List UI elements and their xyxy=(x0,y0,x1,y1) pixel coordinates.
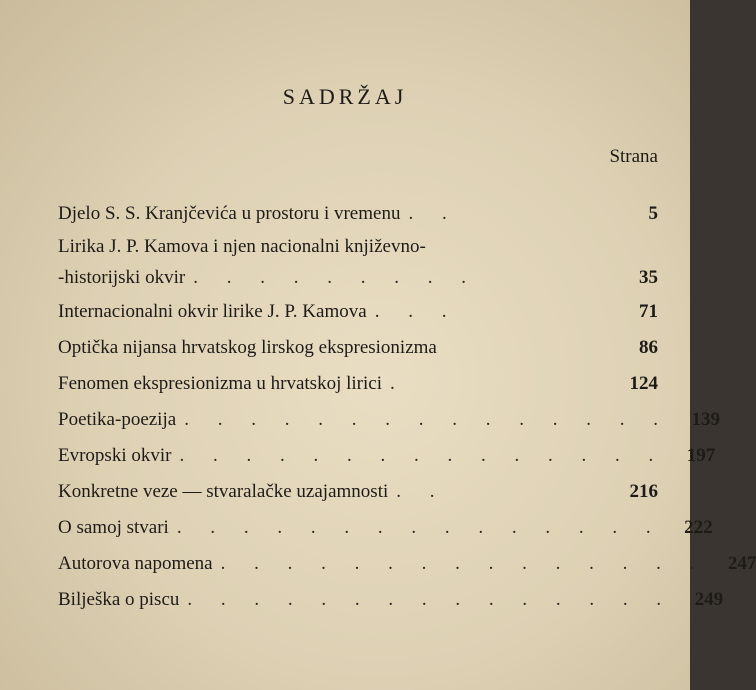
toc-entry-title: Bilješka o piscu xyxy=(58,589,180,610)
toc-entry-title: Konkretne veze — stvaralačke uzajamnosti xyxy=(58,481,389,502)
toc-entry-page: 86 xyxy=(639,337,658,358)
toc-entry-page: 247 xyxy=(727,553,756,574)
toc-entry xyxy=(58,196,658,232)
toc-entry xyxy=(58,294,658,330)
toc-entry-page: 249 xyxy=(694,589,724,610)
toc-entry-page: 222 xyxy=(684,517,713,538)
toc-entry xyxy=(58,438,716,474)
toc-entry-page: 197 xyxy=(686,445,716,466)
toc-entry-page: 71 xyxy=(639,301,658,322)
toc-entry xyxy=(58,510,713,546)
toc-entry xyxy=(58,262,658,294)
page-column-label: Strana xyxy=(609,146,658,167)
dot-leader: . . . . . . . . . . . . . . . xyxy=(176,517,663,538)
toc-entry xyxy=(58,582,724,618)
page-title: SADRŽAJ xyxy=(282,84,408,109)
toc-entry xyxy=(58,366,658,402)
toc-entry-page: 35 xyxy=(639,267,658,288)
dot-leader: . . . . . . . . . . . . . . . xyxy=(179,445,666,466)
toc-entry-title: Evropski okvir xyxy=(58,445,172,466)
toc-entry-page: 124 xyxy=(629,373,658,394)
dot-leader: . xyxy=(389,373,407,394)
toc-entry-title: O samoj stvari xyxy=(58,517,169,538)
toc-entry-title: Autorova napomena xyxy=(58,553,213,574)
dot-leader: . . . . . . . . . . . . . . . xyxy=(220,553,707,574)
toc-entry-title: Fenomen ekspresionizma u hrvatskoj lirici xyxy=(58,373,382,394)
toc-entry-title: Lirika J. P. Kamova i njen nacionalni književno- xyxy=(58,236,426,257)
dot-leader: . . . xyxy=(374,301,459,322)
toc-entry xyxy=(58,546,756,582)
toc-entry-title: Djelo S. S. Kranjčevića u prostoru i vremenu xyxy=(58,203,401,224)
dot-leader: . . . . . . . . . . . . . . . xyxy=(187,589,674,610)
table-of-contents xyxy=(58,196,756,618)
toc-entry-page: 139 xyxy=(691,409,720,430)
dot-leader: . . xyxy=(408,203,459,224)
toc-entry xyxy=(58,402,720,438)
toc-entry-title: Internacionalni okvir lirike J. P. Kamova xyxy=(58,301,367,322)
dot-leader: . . . . . . . . . . . . . . . xyxy=(184,409,670,430)
toc-entry-line xyxy=(58,232,658,262)
toc-entry-page: 5 xyxy=(648,203,658,224)
toc-entry-page: 216 xyxy=(629,481,658,502)
toc-entry-title: Optička nijansa hrvatskog lirskog ekspresionizma xyxy=(58,337,437,358)
dot-leader: . . xyxy=(396,481,447,502)
toc-entry-title: Poetika-poezija xyxy=(58,409,177,430)
toc-entry-title: -historijski okvir xyxy=(58,267,186,288)
toc-entry xyxy=(58,330,658,366)
dot-leader: . . . . . . . . . xyxy=(193,267,478,288)
toc-entry xyxy=(58,474,658,510)
